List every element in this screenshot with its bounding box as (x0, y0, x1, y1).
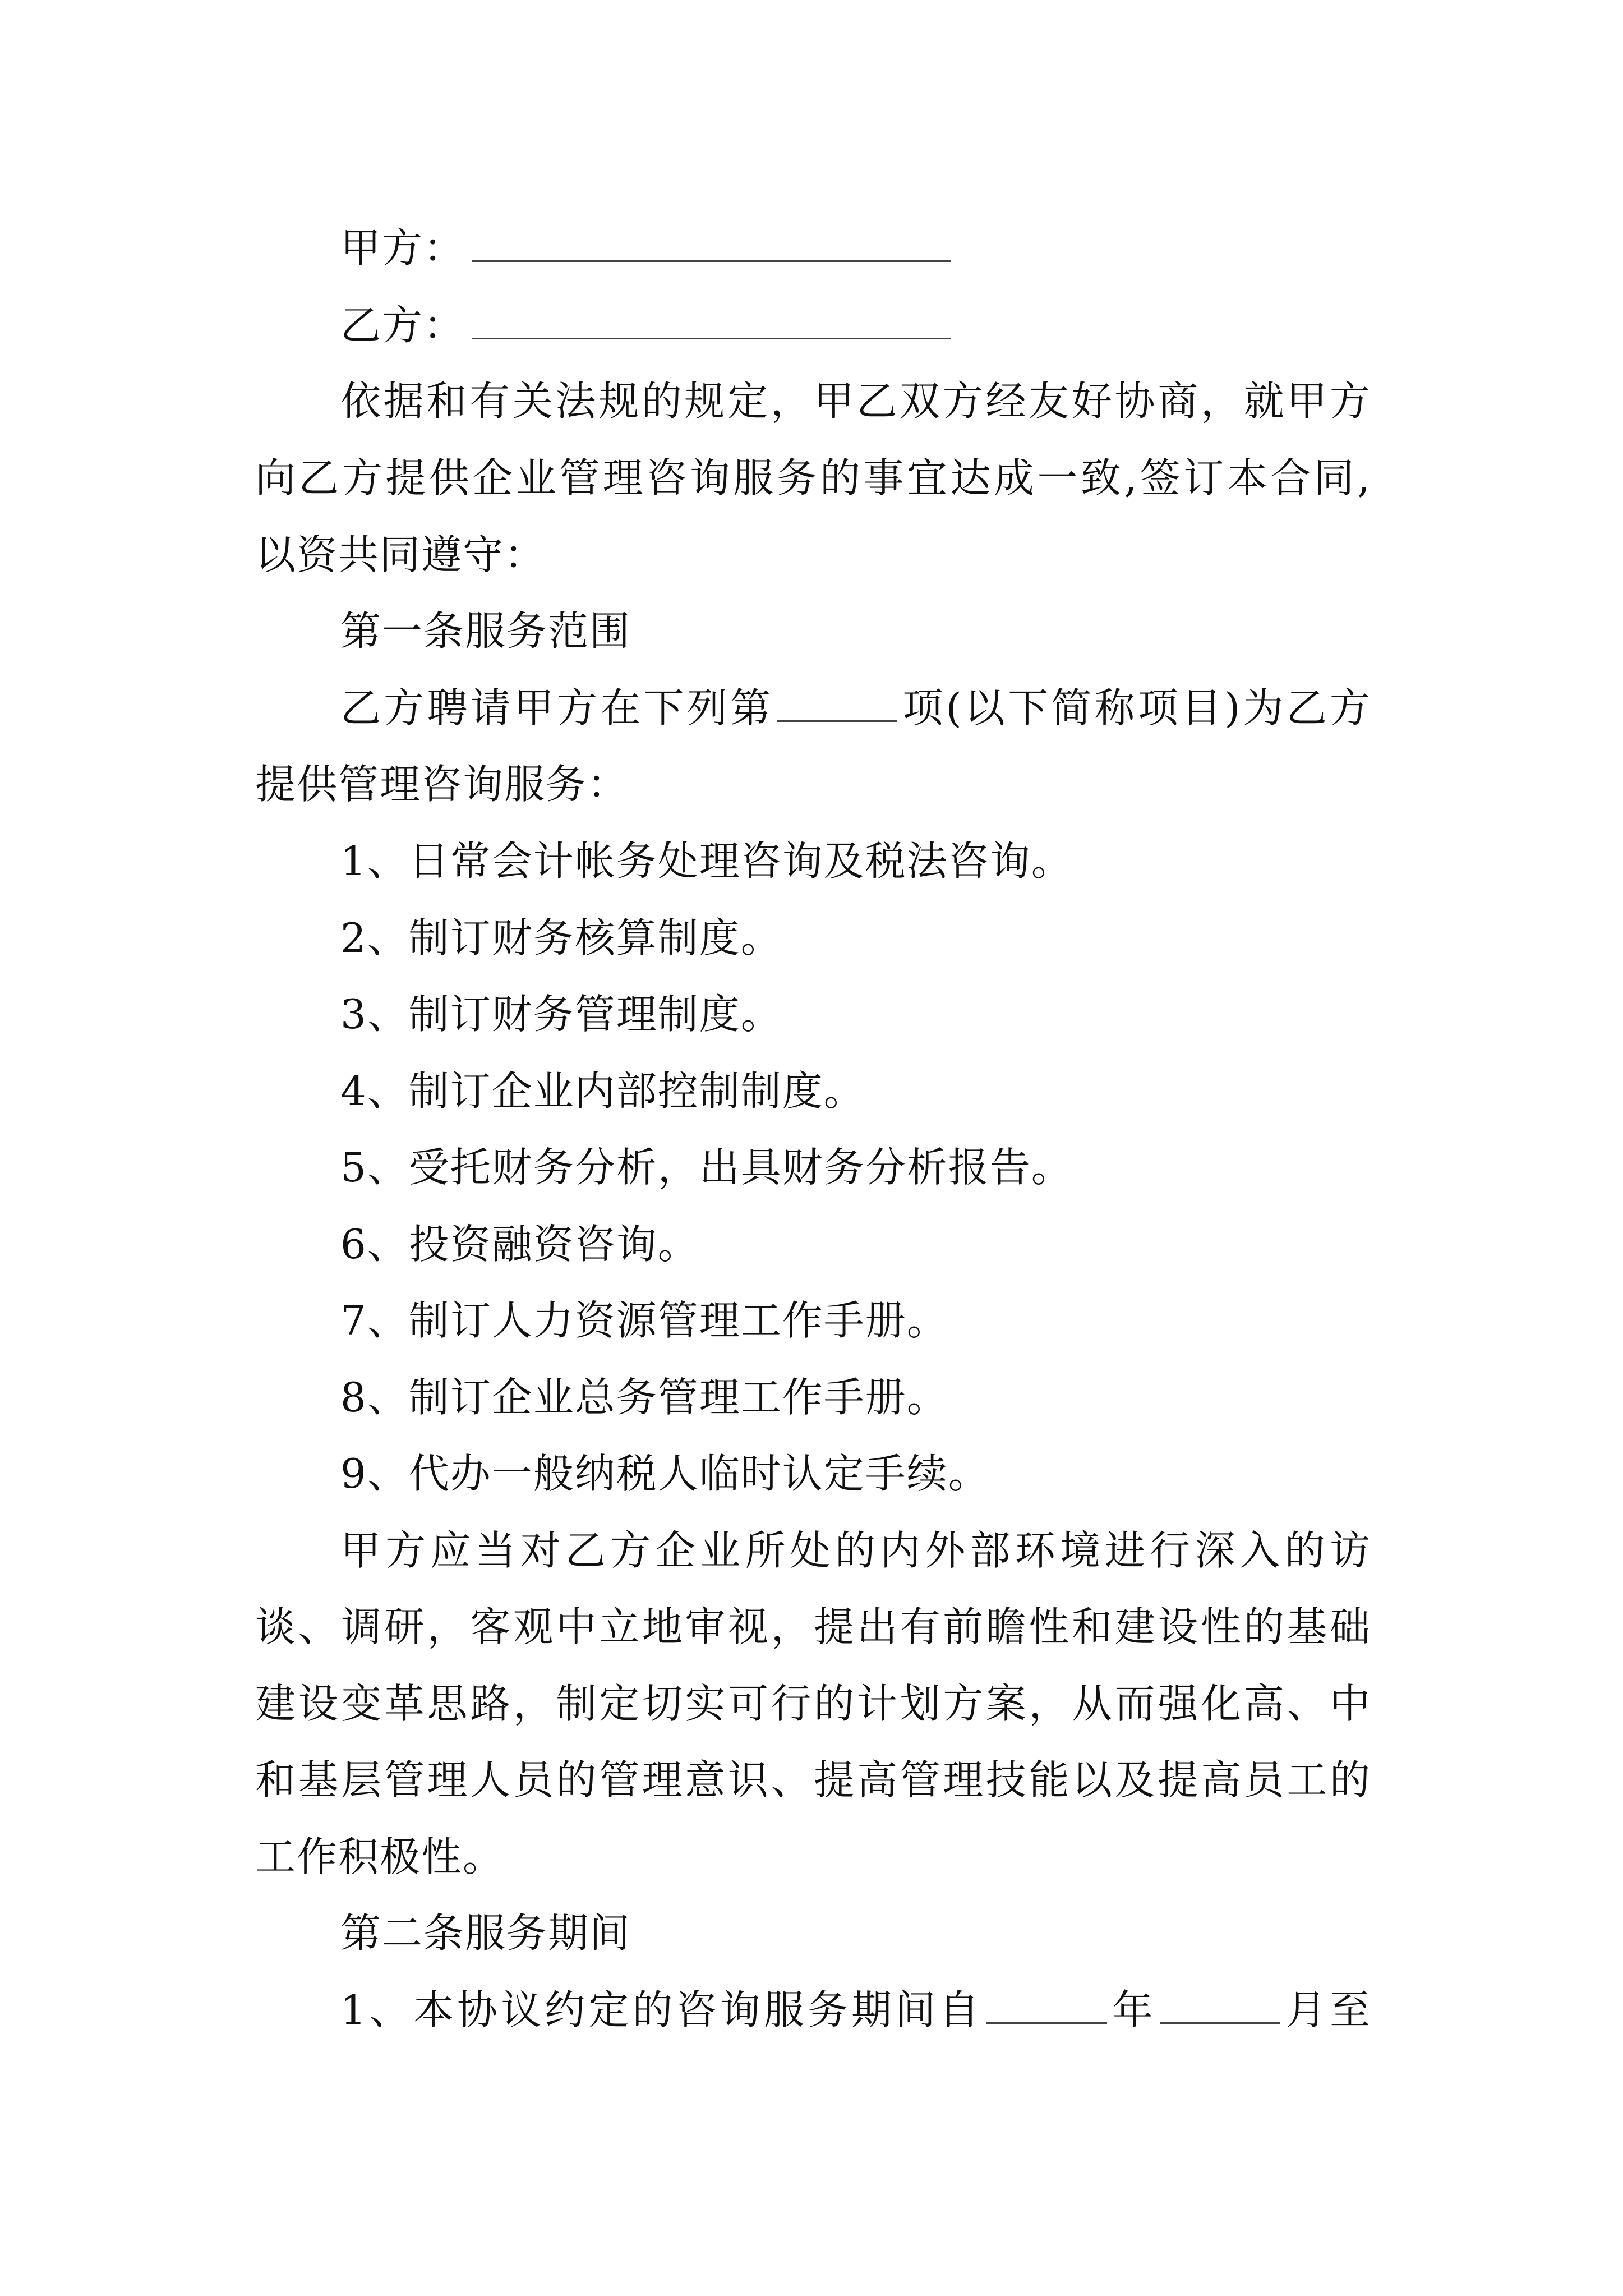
list-item: 7、制订人力资源管理工作手册。 (340, 1297, 948, 1344)
year-label: 年 (1110, 1986, 1156, 2033)
start-year-blank (986, 1987, 1107, 2024)
party-a-blank (472, 226, 951, 262)
intro-line: 以资共同遵守： (255, 531, 546, 578)
list-item: 5、受托财务分析，出具财务分析报告。 (340, 1144, 1073, 1191)
party-a-label: 甲方： (340, 224, 465, 272)
list-item: 4、制订企业内部控制制度。 (340, 1068, 865, 1115)
list-item: 3、制订财务管理制度。 (340, 991, 782, 1038)
item-number-blank (777, 685, 897, 722)
intro-line: 向乙方提供企业管理咨询服务的事宜达成一致,签订本合同, (255, 454, 1371, 501)
article2-text-pre: 1、本协议约定的咨询服务期间自 (340, 1986, 983, 2033)
paragraph-line: 和基层管理人员的管理意识、提高管理技能以及提高员工的 (255, 1756, 1371, 1803)
intro-line: 依据和有关法规的规定，甲乙双方经友好协商，就甲方 (340, 378, 1371, 425)
list-item: 2、制订财务核算制度。 (340, 914, 782, 961)
article1-text-pre: 乙方聘请甲方在下列第 (340, 684, 774, 731)
list-item: 6、投资融资咨询。 (340, 1221, 699, 1268)
article1-paragraph-line: 提供管理咨询服务： (255, 761, 629, 808)
paragraph-line: 建设变革思路，制定切实可行的计划方案，从而强化高、中 (255, 1680, 1371, 1727)
paragraph-line: 谈、调研，客观中立地审视，提出有前瞻性和建设性的基础 (255, 1603, 1371, 1650)
party-b-blank (472, 303, 951, 339)
list-item: 8、制订企业总务管理工作手册。 (340, 1374, 948, 1421)
article2-paragraph-line (340, 1982, 1371, 2038)
article1-text-post: 项(以下简称项目)为乙方 (901, 684, 1371, 731)
paragraph-line: 甲方应当对乙方企业所处的内外部环境进行深入的访 (340, 1527, 1371, 1574)
list-item: 9、代办一般纳税人临时认定手续。 (340, 1450, 990, 1497)
article2-title: 第二条服务期间 (340, 1910, 631, 1957)
party-a-line (340, 220, 951, 276)
month-label: 月至 (1283, 1986, 1371, 2033)
paragraph-line: 工作积极性。 (255, 1833, 505, 1880)
list-item: 1、日常会计帐务处理咨询及税法咨询。 (340, 838, 1073, 885)
party-b-label: 乙方： (340, 302, 465, 349)
article1-title: 第一条服务范围 (340, 608, 631, 655)
start-month-blank (1160, 1987, 1280, 2024)
article1-paragraph-line (340, 680, 1371, 736)
party-b-line (340, 297, 951, 353)
